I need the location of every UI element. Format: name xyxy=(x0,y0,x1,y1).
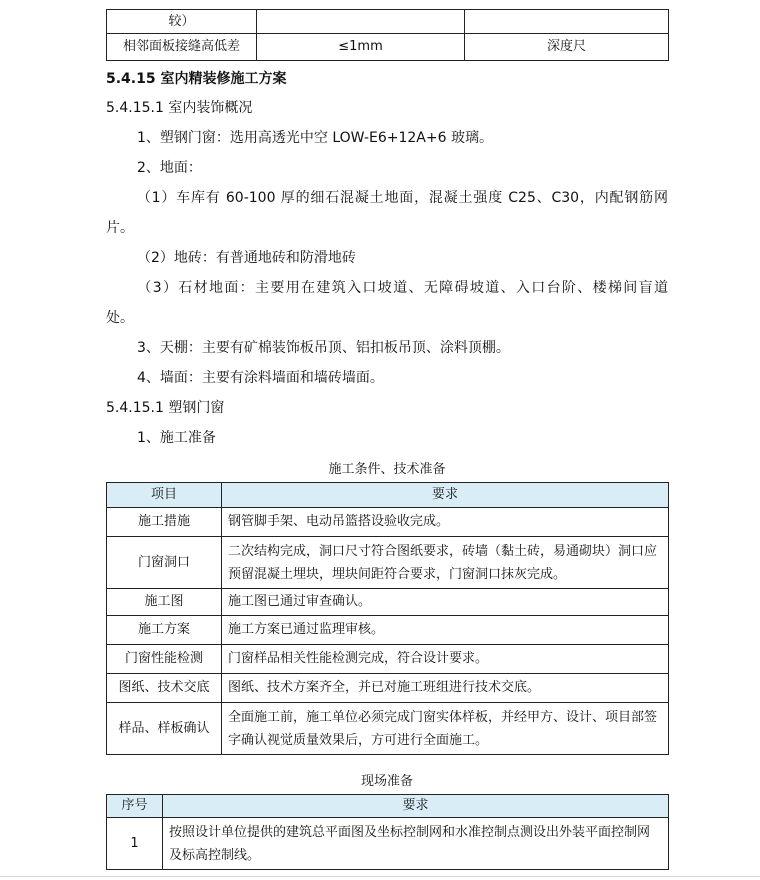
table-caption: 施工条件、技术准备 xyxy=(328,462,446,477)
section-heading: 5.4.15 室内精装修施工方案 xyxy=(106,71,287,87)
table-cell: 图纸、技术方案齐全，并已对施工班组进行技术交底。 xyxy=(222,674,669,703)
table-cell: 施工图已通过审查确认。 xyxy=(222,589,669,616)
paragraph: 处。 xyxy=(106,310,134,326)
table-row xyxy=(107,703,669,755)
table-cell xyxy=(257,10,465,34)
table-cell: 门窗样品相关性能检测完成，符合设计要求。 xyxy=(222,645,669,674)
paragraph: 4、墙面：主要有涂料墙面和墙砖墙面。 xyxy=(137,370,384,386)
table-row xyxy=(107,10,669,34)
column-header: 要求 xyxy=(222,483,669,508)
table-cell: 施工措施 xyxy=(107,508,222,537)
table-row xyxy=(107,616,669,645)
table-row xyxy=(107,537,669,589)
column-header: 要求 xyxy=(163,795,669,818)
table-row xyxy=(107,818,669,870)
table-cell: 样品、样板确认 xyxy=(107,703,222,755)
subsection-heading: 5.4.15.1 室内装饰概况 xyxy=(106,100,253,116)
table-cell: ≤1mm xyxy=(257,34,465,61)
paragraph: 2、地面： xyxy=(137,160,202,176)
paragraph: （2）地砖：有普通地砖和防滑地砖 xyxy=(137,250,356,266)
table-cell: 施工图 xyxy=(107,589,222,616)
table-cell: 钢管脚手架、电动吊篮搭设验收完成。 xyxy=(222,508,669,537)
page-edge-divider xyxy=(0,876,760,877)
table-cell: 全面施工前，施工单位必须完成门窗实体样板，并经甲方、设计、项目部签字确认视觉质量效果后，方可进行全面施工。 xyxy=(222,703,669,755)
table-row xyxy=(107,34,669,61)
column-header: 项目 xyxy=(107,483,222,508)
table-cell: 相邻面板接缝高低差 xyxy=(107,34,257,61)
table-cell: 施工方案 xyxy=(107,616,222,645)
table-cell: 施工方案已通过监理审核。 xyxy=(222,616,669,645)
table-row xyxy=(107,508,669,537)
table-cell: 深度尺 xyxy=(465,34,669,61)
table-cell xyxy=(465,10,669,34)
table-cell: 门窗洞口 xyxy=(107,537,222,589)
subsection-heading: 5.4.15.1 塑钢门窗 xyxy=(106,400,225,416)
table-row xyxy=(107,674,669,703)
site-preparation-table xyxy=(106,794,669,870)
table-row xyxy=(107,589,669,616)
table-row xyxy=(107,645,669,674)
table-cell: 按照设计单位提供的建筑总平面图及坐标控制网和水准控制点测设出外装平面控制网及标高控制线。 xyxy=(163,818,669,870)
paragraph xyxy=(106,278,668,298)
paragraph: 1、塑钢门窗：选用高透光中空 LOW-E6+12A+6 玻璃。 xyxy=(137,130,493,146)
table-header-row xyxy=(107,795,669,818)
table-header-row xyxy=(107,483,669,508)
paragraph: 片。 xyxy=(106,220,134,236)
construction-conditions-table xyxy=(106,482,669,755)
table-cell: 图纸、技术交底 xyxy=(107,674,222,703)
table-cell: 门窗性能检测 xyxy=(107,645,222,674)
paragraph xyxy=(106,188,668,208)
column-header: 序号 xyxy=(107,795,163,818)
paragraph-text: （1）车库有 60-100 厚的细石混凝土地面，混凝土强度 C25、C30，内配钢筋网 xyxy=(136,190,668,206)
table-cell: 1 xyxy=(107,818,163,870)
table-caption: 现场准备 xyxy=(360,774,413,789)
table-cell: 二次结构完成，洞口尺寸符合图纸要求，砖墙（黏土砖，易通砌块）洞口应预留混凝土埋块，埋块间距符合要求，门窗洞口抹灰完成。 xyxy=(222,537,669,589)
paragraph-text: （3）石材地面：主要用在建筑入口坡道、无障碍坡道、入口台阶、楼梯间盲道 xyxy=(136,280,668,296)
paragraph: 3、天棚：主要有矿棉装饰板吊顶、铝扣板吊顶、涂料顶棚。 xyxy=(137,340,510,356)
table-cell: 较） xyxy=(107,10,257,34)
tolerance-table xyxy=(106,9,669,61)
paragraph: 1、施工准备 xyxy=(137,430,216,446)
